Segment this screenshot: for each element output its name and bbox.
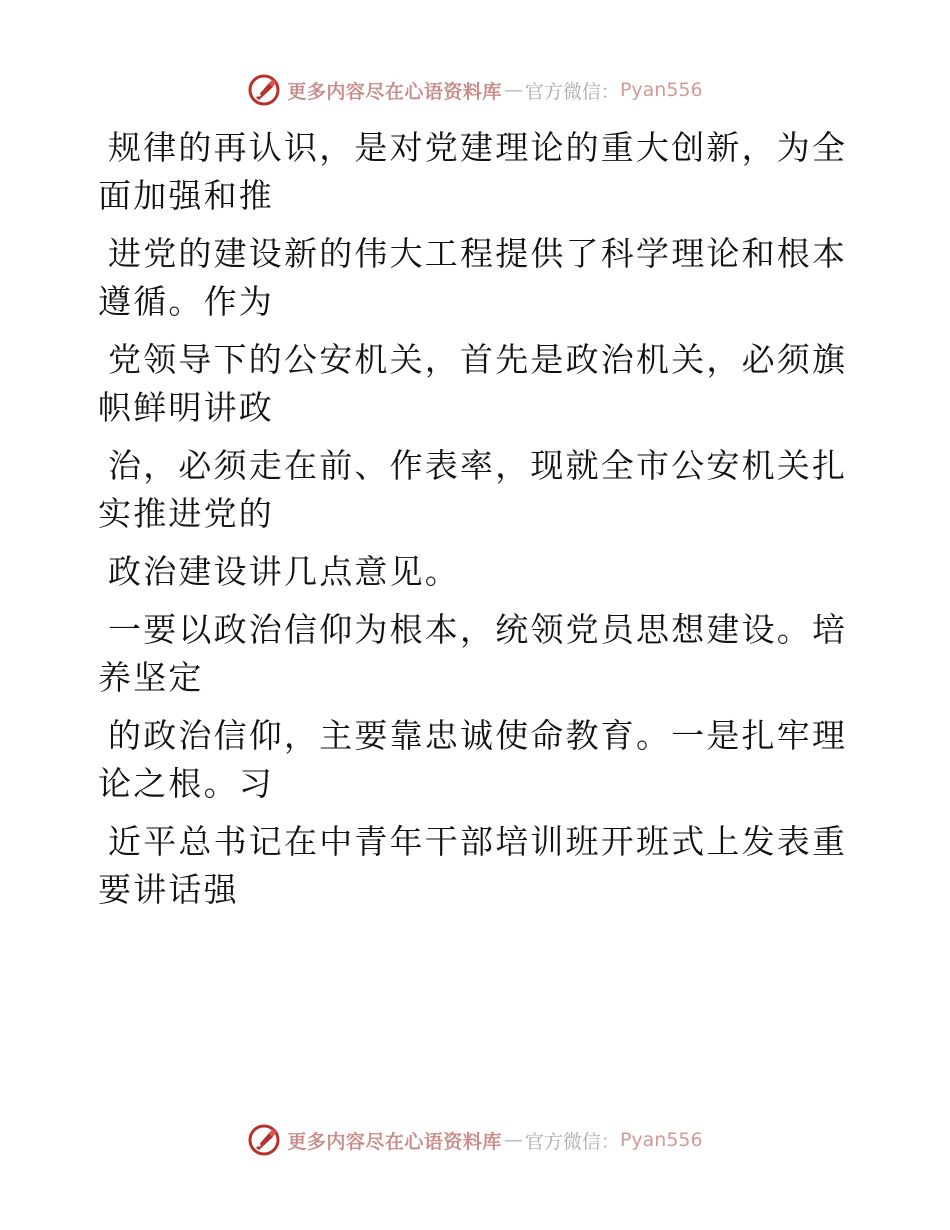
header-dash: — [503,79,523,101]
footer-wechat-label: 官方微信： [524,1130,620,1153]
paragraph-line-2: 要讲话强 [98,870,239,909]
paragraph-line-1: 一要以政治信仰为根本，统领党员思想建设。培 [108,610,848,649]
paragraph [98,124,848,220]
document-body [98,124,848,924]
paragraph-line-1: 治，必须走在前、作表率，现就全市公安机关扎 [108,446,848,485]
paragraph-line-2: 遵循。作为 [98,282,274,321]
pen-nib-logo-icon [247,73,281,107]
header-site-text: 更多内容尽在心语资料库 [287,80,502,103]
paragraph-line-2: 面加强和推 [98,176,274,215]
paragraph-line-2: 帜鲜明讲政 [98,388,274,427]
paragraph-line-1: 规律的再认识，是对党建理论的重大创新，为全 [108,128,848,167]
paragraph-line-1: 近平总书记在中青年干部培训班开班式上发表重 [108,822,848,861]
paragraph [98,442,848,538]
paragraph-line-1: 党领导下的公安机关，首先是政治机关，必须旗 [108,340,848,379]
paragraph [98,818,848,914]
pen-nib-logo-icon [247,1123,281,1157]
paragraph-line-1: 政治建设讲几点意见。 [108,552,460,591]
footer-dash: — [503,1129,523,1151]
header-banner [0,70,950,110]
paragraph-line-1: 的政治信仰，主要靠忠诚使命教育。一是扎牢理 [108,716,848,755]
paragraph [98,712,848,808]
paragraph-line-2: 养坚定 [98,658,204,697]
paragraph [98,606,848,702]
paragraph-line-2: 实推进党的 [98,494,274,533]
paragraph-line-1: 进党的建设新的伟大工程提供了科学理论和根本 [108,234,848,273]
paragraph [98,230,848,326]
paragraph-line-2: 论之根。习 [98,764,274,803]
footer-banner [0,1120,950,1160]
paragraph [98,548,838,596]
footer-wechat-id: Pyan556 [619,1129,703,1151]
header-wechat-label: 官方微信： [524,80,620,103]
footer-site-text: 更多内容尽在心语资料库 [287,1130,502,1153]
paragraph [98,336,848,432]
header-wechat-id: Pyan556 [619,79,703,101]
